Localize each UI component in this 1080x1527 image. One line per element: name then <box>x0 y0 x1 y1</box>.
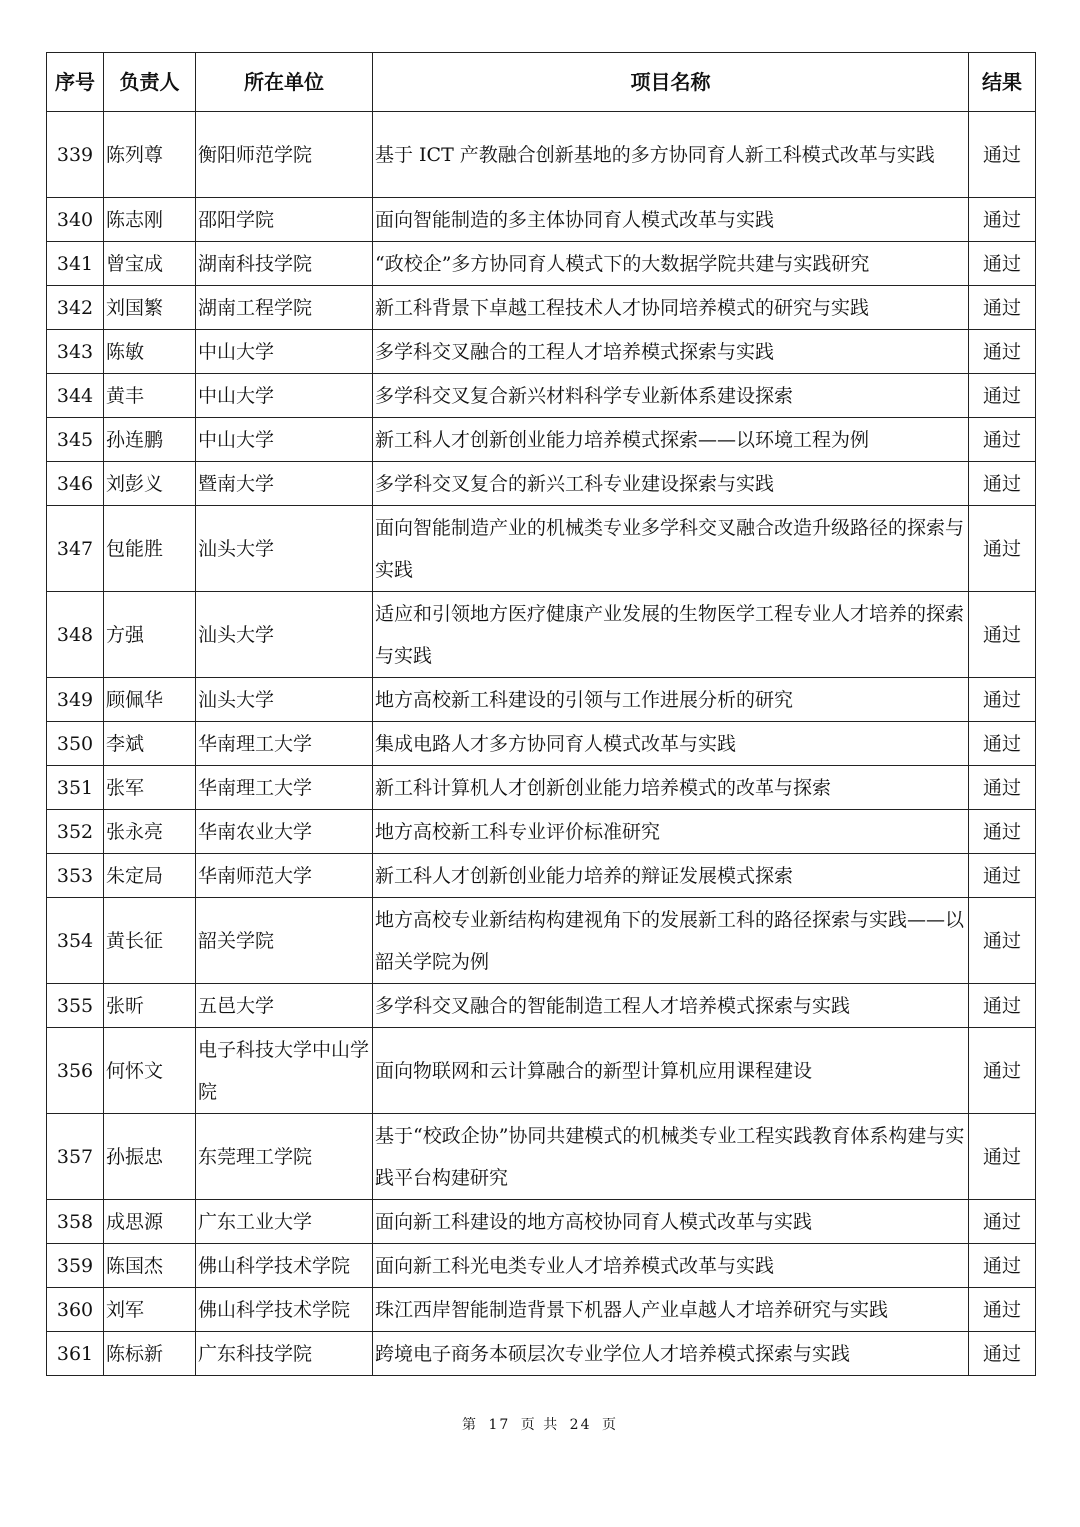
cell-serial-number: 345 <box>47 418 104 462</box>
footer-suffix: 页 <box>601 1417 618 1433</box>
table-row <box>47 898 1036 984</box>
cell-result: 通过 <box>969 1332 1036 1376</box>
cell-unit: 暨南大学 <box>196 462 373 506</box>
table-row <box>47 462 1036 506</box>
cell-person-in-charge: 李斌 <box>104 722 196 766</box>
table-row <box>47 418 1036 462</box>
cell-result: 通过 <box>969 854 1036 898</box>
cell-person-in-charge: 陈敏 <box>104 330 196 374</box>
table-row <box>47 330 1036 374</box>
header-serial-number: 序号 <box>47 53 104 112</box>
cell-serial-number: 339 <box>47 112 104 198</box>
footer-total-pages: 24 <box>569 1417 592 1433</box>
table-row <box>47 854 1036 898</box>
table-row <box>47 1200 1036 1244</box>
cell-person-in-charge: 陈志刚 <box>104 198 196 242</box>
header-row <box>47 53 1036 112</box>
cell-project-name: 面向新工科光电类专业人才培养模式改革与实践 <box>373 1244 969 1288</box>
cell-unit: 汕头大学 <box>196 592 373 678</box>
cell-serial-number: 346 <box>47 462 104 506</box>
cell-unit: 电子科技大学中山学院 <box>196 1028 373 1114</box>
cell-person-in-charge: 张昕 <box>104 984 196 1028</box>
table-row <box>47 286 1036 330</box>
header-project-name: 项目名称 <box>373 53 969 112</box>
cell-person-in-charge: 陈标新 <box>104 1332 196 1376</box>
cell-project-name: 面向新工科建设的地方高校协同育人模式改革与实践 <box>373 1200 969 1244</box>
cell-unit: 华南师范大学 <box>196 854 373 898</box>
cell-result: 通过 <box>969 330 1036 374</box>
cell-person-in-charge: 陈国杰 <box>104 1244 196 1288</box>
table-body <box>47 112 1036 1376</box>
table-row <box>47 592 1036 678</box>
table-row <box>47 112 1036 198</box>
cell-result: 通过 <box>969 984 1036 1028</box>
cell-project-name: 多学科交叉复合新兴材料科学专业新体系建设探索 <box>373 374 969 418</box>
cell-project-name: 基于 ICT 产教融合创新基地的多方协同育人新工科模式改革与实践 <box>373 112 969 198</box>
cell-project-name: 地方高校新工科建设的引领与工作进展分析的研究 <box>373 678 969 722</box>
cell-serial-number: 347 <box>47 506 104 592</box>
table-row <box>47 722 1036 766</box>
table-row <box>47 766 1036 810</box>
cell-unit: 广东科技学院 <box>196 1332 373 1376</box>
cell-person-in-charge: 何怀文 <box>104 1028 196 1114</box>
cell-serial-number: 341 <box>47 242 104 286</box>
cell-person-in-charge: 曾宝成 <box>104 242 196 286</box>
cell-serial-number: 344 <box>47 374 104 418</box>
cell-person-in-charge: 孙连鹏 <box>104 418 196 462</box>
cell-person-in-charge: 顾佩华 <box>104 678 196 722</box>
cell-person-in-charge: 张永亮 <box>104 810 196 854</box>
cell-project-name: 面向智能制造的多主体协同育人模式改革与实践 <box>373 198 969 242</box>
cell-person-in-charge: 方强 <box>104 592 196 678</box>
cell-unit: 衡阳师范学院 <box>196 112 373 198</box>
cell-project-name: 多学科交叉融合的智能制造工程人才培养模式探索与实践 <box>373 984 969 1028</box>
cell-serial-number: 356 <box>47 1028 104 1114</box>
table-row <box>47 242 1036 286</box>
cell-serial-number: 343 <box>47 330 104 374</box>
cell-project-name: 新工科计算机人才创新创业能力培养模式的改革与探索 <box>373 766 969 810</box>
cell-person-in-charge: 刘彭义 <box>104 462 196 506</box>
table-row <box>47 1028 1036 1114</box>
cell-person-in-charge: 刘军 <box>104 1288 196 1332</box>
cell-result: 通过 <box>969 1200 1036 1244</box>
cell-unit: 湖南科技学院 <box>196 242 373 286</box>
cell-project-name: 珠江西岸智能制造背景下机器人产业卓越人才培养研究与实践 <box>373 1288 969 1332</box>
cell-project-name: 集成电路人才多方协同育人模式改革与实践 <box>373 722 969 766</box>
cell-result: 通过 <box>969 112 1036 198</box>
cell-project-name: 新工科人才创新创业能力培养的辩证发展模式探索 <box>373 854 969 898</box>
cell-result: 通过 <box>969 810 1036 854</box>
table-row <box>47 1114 1036 1200</box>
cell-person-in-charge: 成思源 <box>104 1200 196 1244</box>
cell-serial-number: 351 <box>47 766 104 810</box>
cell-person-in-charge: 包能胜 <box>104 506 196 592</box>
cell-unit: 华南理工大学 <box>196 766 373 810</box>
cell-result: 通过 <box>969 678 1036 722</box>
header-unit: 所在单位 <box>196 53 373 112</box>
header-person-in-charge: 负责人 <box>104 53 196 112</box>
cell-result: 通过 <box>969 286 1036 330</box>
cell-unit: 汕头大学 <box>196 506 373 592</box>
footer-middle: 页 共 <box>520 1417 560 1433</box>
cell-result: 通过 <box>969 1028 1036 1114</box>
cell-serial-number: 352 <box>47 810 104 854</box>
header-result: 结果 <box>969 53 1036 112</box>
cell-serial-number: 353 <box>47 854 104 898</box>
footer-prefix: 第 <box>462 1417 479 1433</box>
cell-result: 通过 <box>969 198 1036 242</box>
cell-project-name: 新工科人才创新创业能力培养模式探索——以环境工程为例 <box>373 418 969 462</box>
cell-person-in-charge: 张军 <box>104 766 196 810</box>
cell-result: 通过 <box>969 1114 1036 1200</box>
cell-serial-number: 357 <box>47 1114 104 1200</box>
cell-unit: 中山大学 <box>196 330 373 374</box>
project-table <box>46 52 1036 1376</box>
cell-serial-number: 340 <box>47 198 104 242</box>
cell-project-name: 面向物联网和云计算融合的新型计算机应用课程建设 <box>373 1028 969 1114</box>
table-row <box>47 506 1036 592</box>
table-row <box>47 1332 1036 1376</box>
cell-serial-number: 360 <box>47 1288 104 1332</box>
cell-project-name: 新工科背景下卓越工程技术人才协同培养模式的研究与实践 <box>373 286 969 330</box>
cell-serial-number: 358 <box>47 1200 104 1244</box>
cell-serial-number: 349 <box>47 678 104 722</box>
cell-unit: 韶关学院 <box>196 898 373 984</box>
cell-unit: 湖南工程学院 <box>196 286 373 330</box>
cell-person-in-charge: 孙振忠 <box>104 1114 196 1200</box>
cell-project-name: 适应和引领地方医疗健康产业发展的生物医学工程专业人才培养的探索与实践 <box>373 592 969 678</box>
cell-unit: 邵阳学院 <box>196 198 373 242</box>
cell-result: 通过 <box>969 592 1036 678</box>
cell-project-name: 跨境电子商务本硕层次专业学位人才培养模式探索与实践 <box>373 1332 969 1376</box>
cell-unit: 华南农业大学 <box>196 810 373 854</box>
table-row <box>47 984 1036 1028</box>
table-row <box>47 1244 1036 1288</box>
cell-unit: 佛山科学技术学院 <box>196 1288 373 1332</box>
cell-person-in-charge: 黄丰 <box>104 374 196 418</box>
cell-result: 通过 <box>969 374 1036 418</box>
cell-project-name: 面向智能制造产业的机械类专业多学科交叉融合改造升级路径的探索与实践 <box>373 506 969 592</box>
cell-project-name: 多学科交叉融合的工程人才培养模式探索与实践 <box>373 330 969 374</box>
cell-result: 通过 <box>969 242 1036 286</box>
cell-unit: 东莞理工学院 <box>196 1114 373 1200</box>
cell-result: 通过 <box>969 898 1036 984</box>
cell-person-in-charge: 黄长征 <box>104 898 196 984</box>
cell-serial-number: 350 <box>47 722 104 766</box>
table-row <box>47 810 1036 854</box>
cell-project-name: 地方高校新工科专业评价标准研究 <box>373 810 969 854</box>
table-row <box>47 198 1036 242</box>
cell-serial-number: 342 <box>47 286 104 330</box>
cell-serial-number: 359 <box>47 1244 104 1288</box>
cell-result: 通过 <box>969 1288 1036 1332</box>
cell-project-name: 地方高校专业新结构构建视角下的发展新工科的路径探索与实践——以韶关学院为例 <box>373 898 969 984</box>
table-row <box>47 678 1036 722</box>
cell-result: 通过 <box>969 418 1036 462</box>
cell-project-name: “政校企”多方协同育人模式下的大数据学院共建与实践研究 <box>373 242 969 286</box>
cell-result: 通过 <box>969 1244 1036 1288</box>
cell-unit: 佛山科学技术学院 <box>196 1244 373 1288</box>
cell-person-in-charge: 陈列尊 <box>104 112 196 198</box>
cell-serial-number: 348 <box>47 592 104 678</box>
cell-unit: 汕头大学 <box>196 678 373 722</box>
cell-result: 通过 <box>969 506 1036 592</box>
cell-person-in-charge: 刘国繁 <box>104 286 196 330</box>
footer-page-number: 17 <box>488 1417 511 1433</box>
cell-serial-number: 355 <box>47 984 104 1028</box>
table-row <box>47 1288 1036 1332</box>
cell-result: 通过 <box>969 766 1036 810</box>
table-row <box>47 374 1036 418</box>
cell-unit: 中山大学 <box>196 374 373 418</box>
cell-project-name: 多学科交叉复合的新兴工科专业建设探索与实践 <box>373 462 969 506</box>
cell-person-in-charge: 朱定局 <box>104 854 196 898</box>
page-footer <box>0 1414 1080 1434</box>
cell-unit: 五邑大学 <box>196 984 373 1028</box>
cell-unit: 华南理工大学 <box>196 722 373 766</box>
cell-serial-number: 354 <box>47 898 104 984</box>
cell-result: 通过 <box>969 462 1036 506</box>
cell-result: 通过 <box>969 722 1036 766</box>
cell-unit: 中山大学 <box>196 418 373 462</box>
cell-project-name: 基于“校政企协”协同共建模式的机械类专业工程实践教育体系构建与实践平台构建研究 <box>373 1114 969 1200</box>
cell-unit: 广东工业大学 <box>196 1200 373 1244</box>
cell-serial-number: 361 <box>47 1332 104 1376</box>
